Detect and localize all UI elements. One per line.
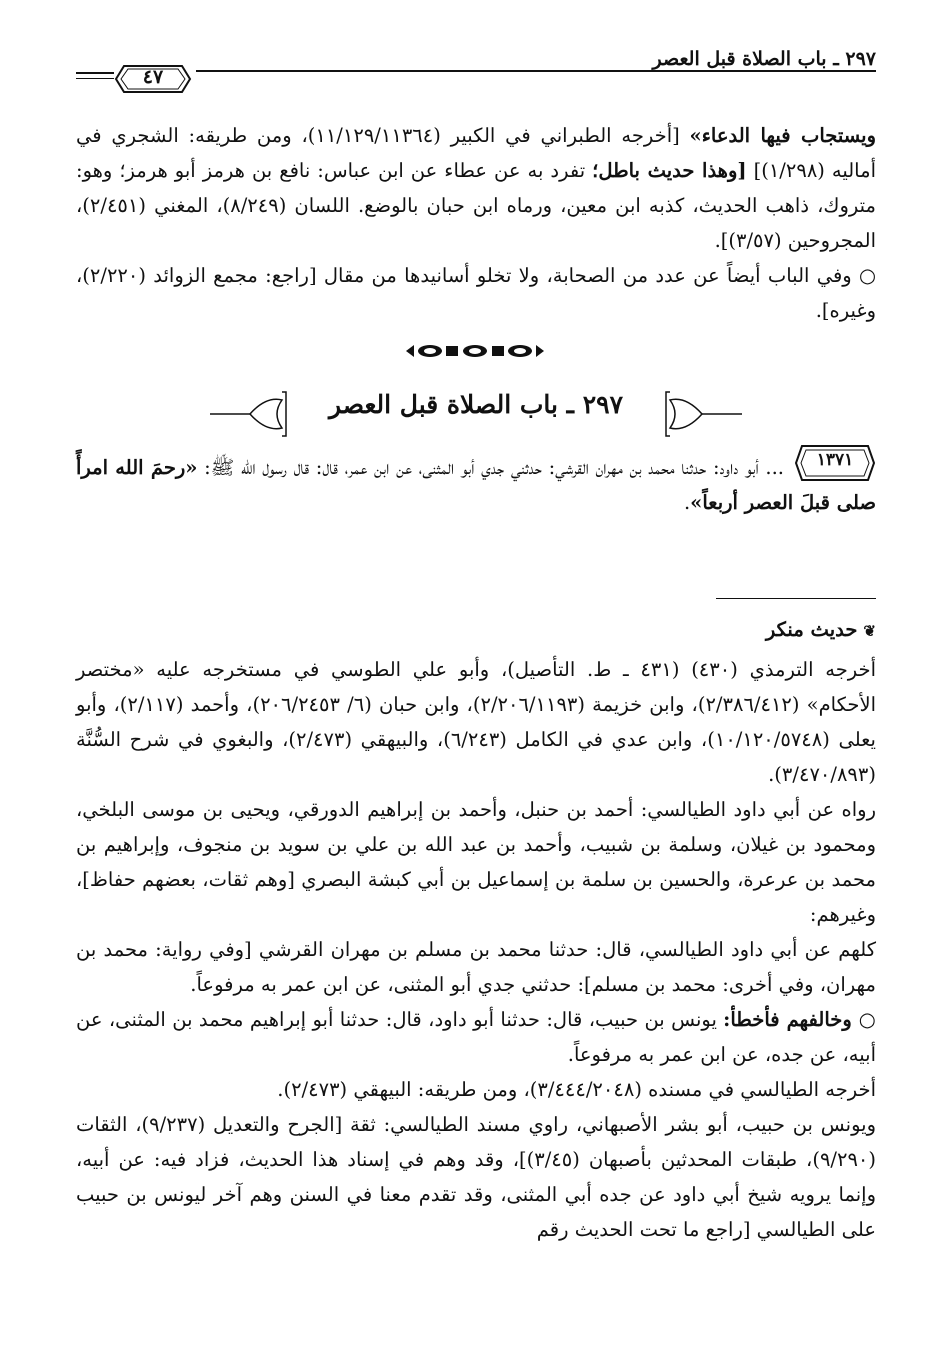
chapter-title: ٢٩٧ ـ باب الصلاة قبل العصر <box>328 390 624 419</box>
commentary-paragraph-4-text: يونس بن حبيب، قال: حدثنا أبو داود، قال: حدثنا أبو إبراهيم محمد بن المثنى، عن أبيه، عن جده، عن ابن عمر به مرفوعاً. <box>76 1008 876 1066</box>
commentary-paragraph-6: ويونس بن حبيب، أبو بشر الأصبهاني، راوي مسند الطيالسي: ثقة [الجرح والتعديل (٩/٢٣٧)، الثقات (٩/٢٩٠)، طبقات المحدثين بأصبهان (٣/٤٥)]، وقد وهم في إسناد هذا الحديث، فزاد فيه: عن أبيه، وإنما يرويه شيخ أبي داود عن جده أبي المثنى، وقد تقدم معنا في السنن وهم آخر ليونس بن حبيب على الطيالسي [راجع ما تحت الحديث رقم <box>76 1113 877 1241</box>
top-paragraph-1-bold-2: [وهذا حديث باطل؛ <box>592 159 747 182</box>
top-paragraph-1-text: [أخرجه الطبراني في الكبير (١١/١٢٩/١١٣٦٤)، ومن طريقه: الشجري في أماليه (١/٢٩٨)] <box>76 124 876 182</box>
hadith-chain: ... أبو داود: حدثنا محمد بن مهران القرشي: حدثني جدي أبو المثنى، عن ابن عمر، قال: قال رسول الله ﷺ: <box>197 456 784 479</box>
commentary <box>76 652 876 1247</box>
commentary-paragraph-5: أخرجه الطيالسي في مسنده (٣/٤٤٤/٢٠٤٨)، ومن طريقه: البيهقي (٢/٤٧٣). <box>277 1078 876 1101</box>
hadith-grade-label: حديث منكر <box>765 618 858 641</box>
page-number-frame <box>114 64 192 94</box>
chapter-heading <box>206 386 746 442</box>
page-number: ٤٧ <box>142 66 164 88</box>
top-paragraph-2: ○ وفي الباب أيضاً عن عدد من الصحابة، ولا تخلو أسانيدها من مقال [راجع: مجمع الزوائد (٢/٢٢٠)، وغيره]. <box>76 264 876 322</box>
footnote-rule <box>716 598 876 599</box>
top-paragraph-1-bold: ويستجاب فيها الدعاء» <box>689 124 877 147</box>
commentary-paragraph-4-bold: ○ وخالفهم فأخطأ: <box>723 1008 876 1031</box>
running-header-title: ٢٩٧ ـ باب الصلاة قبل العصر <box>652 48 876 70</box>
top-paragraph-1-text-2: تفرد به عن عطاء عن ابن عباس: نافع بن هرمز أبو هرمز؛ وهو: متروك، ذاهب الحديث، كذبه ابن معين، ورماه ابن حبان بالوضع. اللسان (٨/٢٤٩)، المغني (٢/٤٥١)، المجروحين (٣/٥٧)]. <box>76 159 876 252</box>
section-ornament-icon <box>404 342 546 360</box>
header-rule <box>196 70 876 72</box>
header-rule-left-thin <box>76 78 114 79</box>
hadith-number: ١٣٧١ <box>816 450 854 470</box>
hadith-text <box>76 450 876 520</box>
hadith-grade <box>476 618 876 641</box>
commentary-paragraph-4 <box>76 1002 876 1072</box>
hadith-end: . <box>683 491 691 514</box>
header-rule-left <box>76 72 114 74</box>
hadith-paragraph <box>76 450 876 520</box>
commentary-paragraph-2: رواه عن أبي داود الطيالسي: أحمد بن حنبل، وأحمد بن إبراهيم الدورقي، ويحيى بن موسى البلخي، ومحمود بن غيلان، وسلمة بن شبيب، وأحمد بن عبد الله بن علي بن سويد بن منجوف، وإبراهيم بن محمد بن عرعرة، والحسين بن سلمة بن إسماعيل بن أبي كبشة البصري [وهم ثقات، بعضهم حفاظ]، وغيرهم: <box>76 798 876 926</box>
commentary-paragraph-3: كلهم عن أبي داود الطيالسي، قال: حدثنا محمد بن مسلم بن مهران القرشي [وفي رواية: محمد بن مهران، وفي أخرى: محمد بن مسلم]: حدثني جدي أبو المثنى، عن ابن عمر به مرفوعاً. <box>76 938 876 996</box>
book-icon: ❦ <box>863 622 876 640</box>
commentary-paragraph-1: أخرجه الترمذي (٤٣٠) (٤٣١ ـ ط. التأصيل)، وأبو علي الطوسي في مستخرجه عليه «مختصر الأحكام» (٢/٣٨٦/٤١٢)، وابن خزيمة (٢/٢٠٦/١١٩٣)، وابن حبان (٦/ ٢٠٦/٢٤٥٣)، وأحمد (٢/١١٧)، وأبو يعلى (١٠/١٢٠/٥٧٤٨)، وابن عدي في الكامل (٦/٢٤٣)، والبيهقي (٢/٤٧٣)، والبغوي في شرح السُّنَّة (٣/٤٧٠/٨٩٣). <box>76 658 876 786</box>
running-header <box>76 44 876 90</box>
top-section <box>76 118 876 328</box>
hadith-quote: «رحمَ الله امرأً صلى قبلَ العصر أربعاً» <box>76 456 876 514</box>
top-paragraph-1 <box>76 118 876 258</box>
